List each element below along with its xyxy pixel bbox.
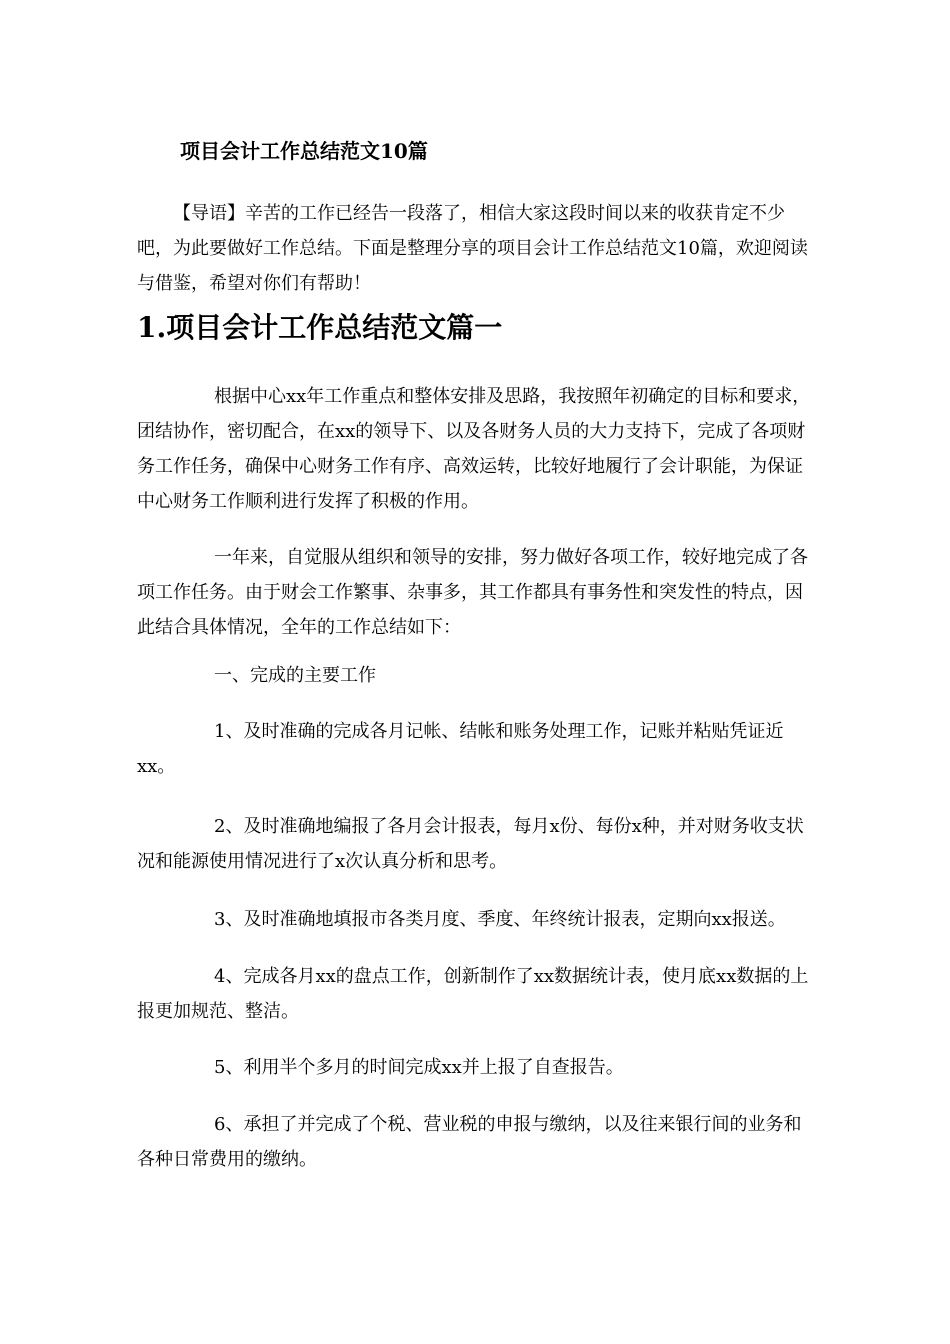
body-paragraph: 4、完成各月xx的盘点工作，创新制作了xx数据统计表，使月底xx数据的上报更加规范、整洁。 <box>137 966 809 1022</box>
body-paragraph: 2、及时准确地编报了各月会计报表，每月x份、每份x种，并对财务收支状况和能源使用情况进行了x次认真分析和思考。 <box>137 816 804 872</box>
body-paragraph: 根据中心xx年工作重点和整体安排及思路，我按照年初确定的目标和要求，团结协作，密切配合，在xx的领导下、以及各财务人员的大力支持下，完成了各项财务工作任务，确保中心财务工作有序、高效运转，比较好地履行了会计职能，为保证中心财务工作顺利进行发挥了积极的作用。 <box>137 386 811 512</box>
body-paragraph: 一、完成的主要工作 <box>214 665 376 686</box>
body-paragraph: 6、承担了并完成了个税、营业税的申报与缴纳，以及往来银行间的业务和各种日常费用的缴纳。 <box>137 1114 802 1170</box>
body-paragraph: 3、及时准确地填报市各类月度、季度、年终统计报表，定期向xx报送。 <box>214 909 786 930</box>
intro-paragraph: 【导语】辛苦的工作已经告一段落了，相信大家这段时间以来的收获肯定不少吧，为此要做好工作总结。下面是整理分享的项目会计工作总结范文10篇，欢迎阅读与借鉴，希望对你们有帮助！ <box>137 203 808 294</box>
document-title: 项目会计工作总结范文10篇 <box>180 139 428 163</box>
section-heading: 1.项目会计工作总结范文篇一 <box>137 311 503 344</box>
body-paragraph: 一年来，自觉服从组织和领导的安排，努力做好各项工作，较好地完成了各项工作任务。由于财会工作繁事、杂事多，其工作都具有事务性和突发性的特点，因此结合具体情况，全年的工作总结如下： <box>137 547 808 638</box>
body-paragraph: 1、及时准确的完成各月记帐、结帐和账务处理工作，记账并粘贴凭证近xx。 <box>137 721 784 777</box>
body-paragraph: 5、利用半个多月的时间完成xx并上报了自查报告。 <box>214 1057 624 1078</box>
